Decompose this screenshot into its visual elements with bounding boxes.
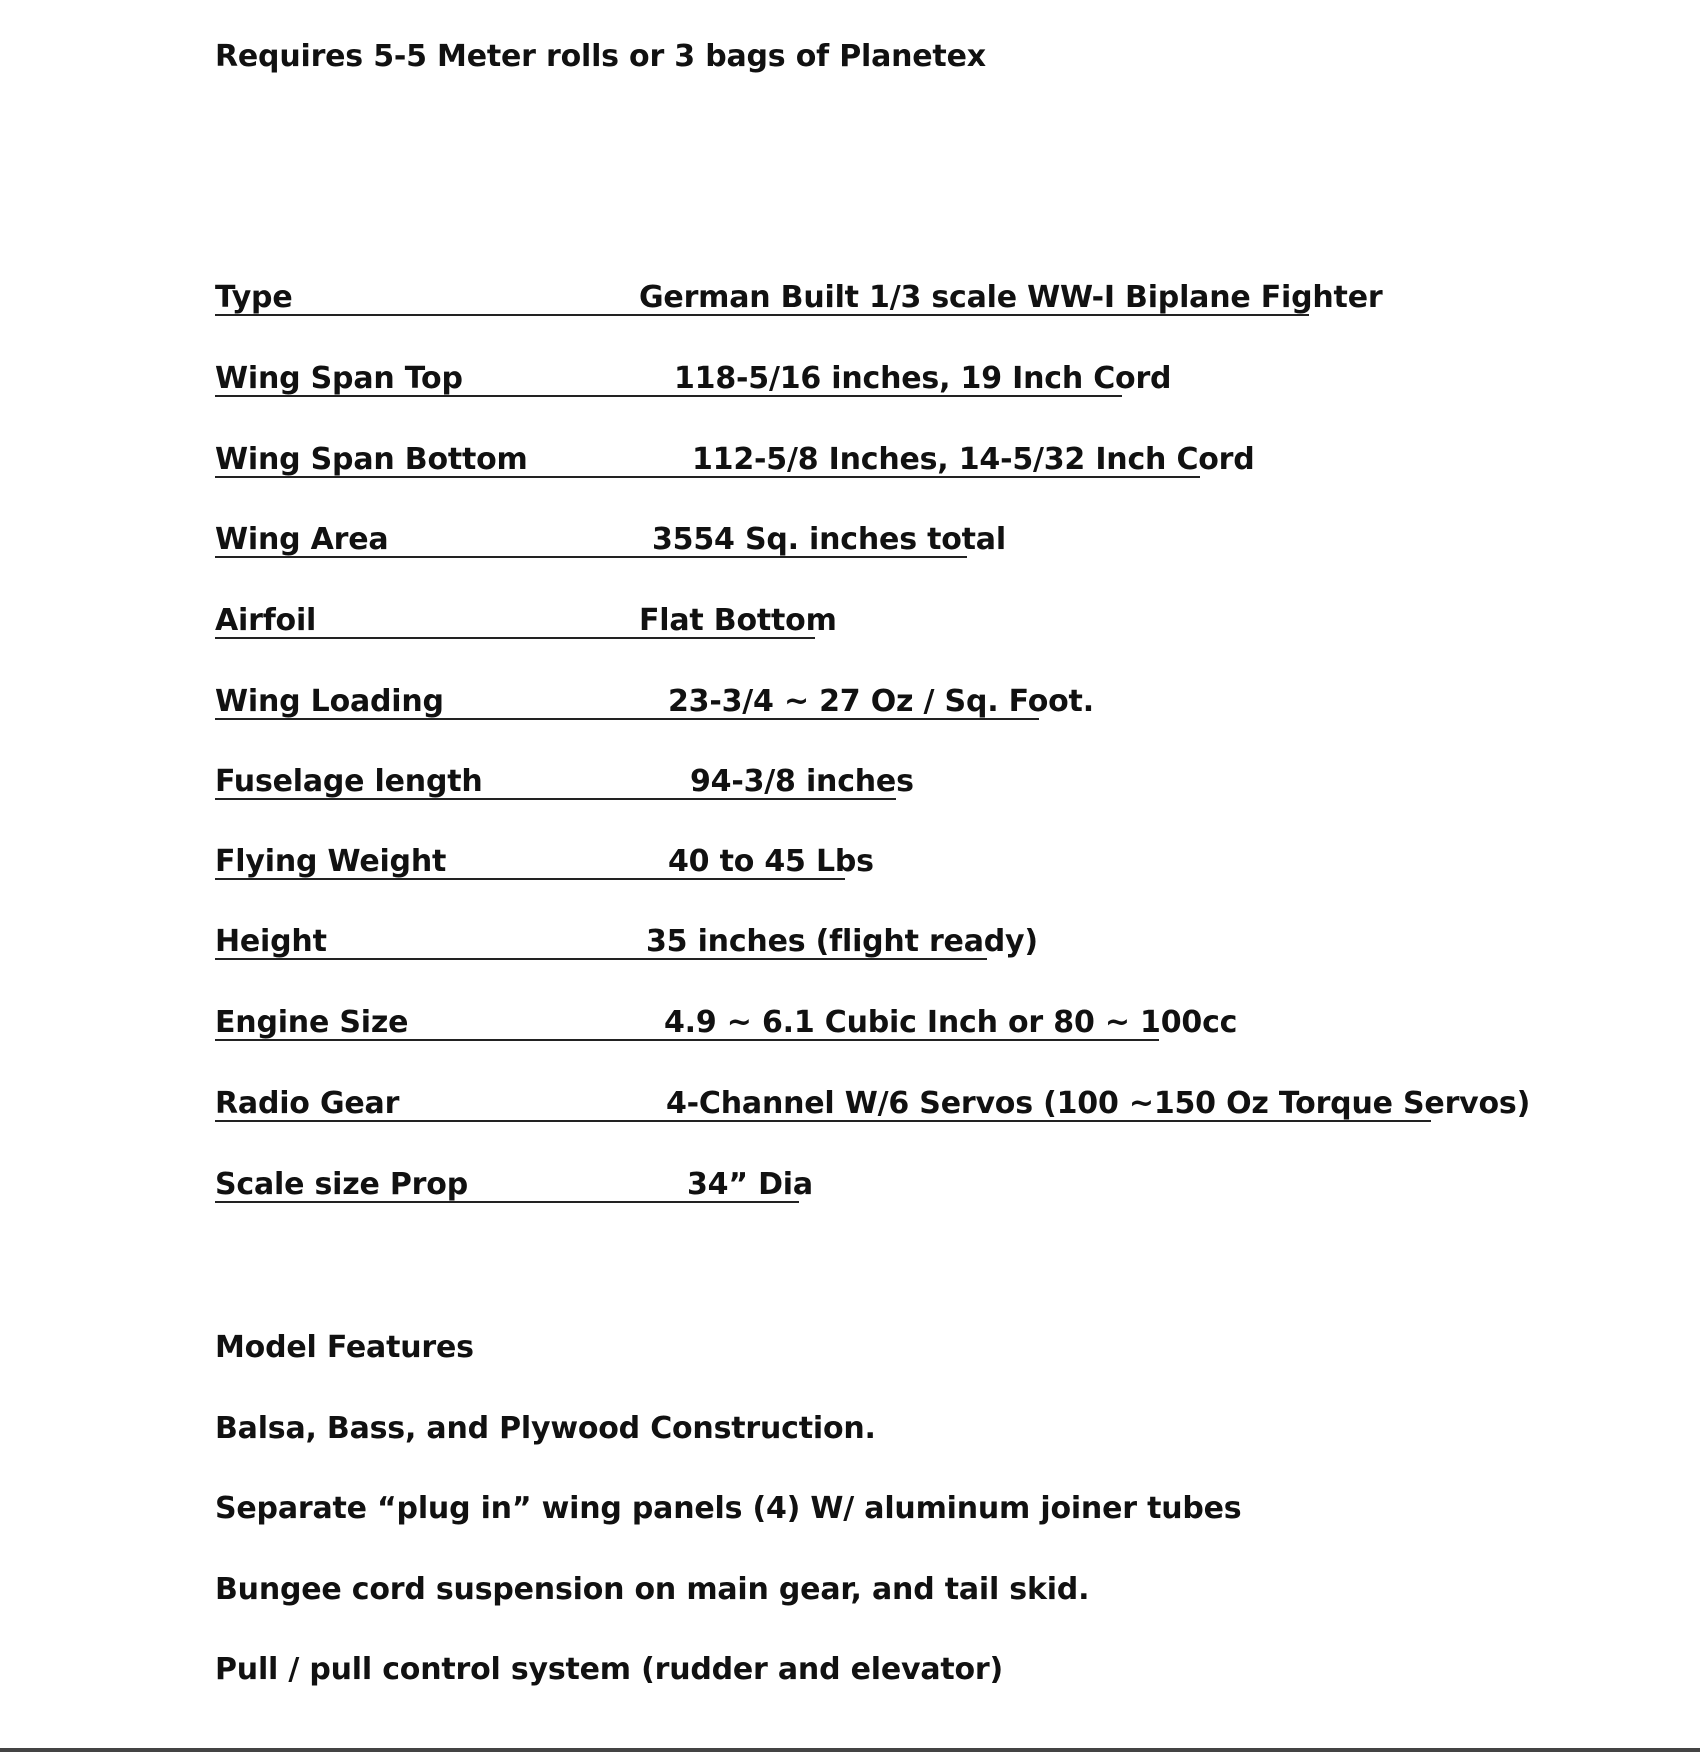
spec-label: Scale size Prop xyxy=(215,1167,468,1202)
spec-label: Airfoil xyxy=(215,603,317,638)
spec-row-height xyxy=(215,918,1038,960)
spec-label: Height xyxy=(215,924,327,959)
spec-value: 4.9 ~ 6.1 Cubic Inch or 80 ~ 100cc xyxy=(664,1005,1238,1040)
spec-row-fuselage-length xyxy=(215,758,914,800)
spec-value: German Built 1/3 scale WW-I Biplane Fighter xyxy=(639,280,1383,315)
spec-value: 118-5/16 inches, 19 Inch Cord xyxy=(674,361,1172,396)
spec-value: 40 to 45 Lbs xyxy=(668,844,874,879)
spec-label: Type xyxy=(215,280,293,315)
spec-label: Engine Size xyxy=(215,1005,409,1040)
spec-value: Flat Bottom xyxy=(639,603,837,638)
spec-row-engine-size xyxy=(215,999,1238,1041)
feature-item: Pull / pull control system (rudder and elevator) xyxy=(215,1652,1004,1687)
spec-label: Wing Area xyxy=(215,522,389,557)
spec-value: 3554 Sq. inches total xyxy=(652,522,1006,557)
features-heading: Model Features xyxy=(215,1330,474,1365)
spec-label: Fuselage length xyxy=(215,764,483,799)
spec-label: Flying Weight xyxy=(215,844,447,879)
spec-row-wing-area xyxy=(215,516,1006,558)
spec-label: Wing Span Top xyxy=(215,361,463,396)
spec-row-flying-weight xyxy=(215,838,874,880)
spec-row-wing-span-bottom xyxy=(215,436,1255,478)
spec-row-wing-span-top xyxy=(215,355,1172,397)
spec-value: 112-5/8 Inches, 14-5/32 Inch Cord xyxy=(692,442,1255,477)
page-bottom-border xyxy=(0,1748,1700,1752)
spec-value: 35 inches (flight ready) xyxy=(646,924,1038,959)
feature-item: Bungee cord suspension on main gear, and tail skid. xyxy=(215,1572,1090,1607)
spec-row-airfoil xyxy=(215,597,837,639)
spec-row-type xyxy=(215,274,1383,316)
spec-label: Wing Loading xyxy=(215,684,444,719)
planetex-requirement: Requires 5-5 Meter rolls or 3 bags of Planetex xyxy=(215,39,986,74)
feature-item: Separate “plug in” wing panels (4) W/ aluminum joiner tubes xyxy=(215,1491,1242,1526)
spec-value: 34” Dia xyxy=(687,1167,813,1202)
spec-value: 4-Channel W/6 Servos (100 ~150 Oz Torque Servos) xyxy=(666,1086,1531,1121)
spec-row-wing-loading xyxy=(215,678,1094,720)
spec-value: 94-3/8 inches xyxy=(690,764,914,799)
spec-row-scale-prop xyxy=(215,1161,813,1203)
spec-row-radio-gear xyxy=(215,1080,1531,1122)
spec-label: Radio Gear xyxy=(215,1086,400,1121)
spec-label: Wing Span Bottom xyxy=(215,442,528,477)
spec-value: 23-3/4 ~ 27 Oz / Sq. Foot. xyxy=(668,684,1094,719)
feature-item: Balsa, Bass, and Plywood Construction. xyxy=(215,1411,876,1446)
